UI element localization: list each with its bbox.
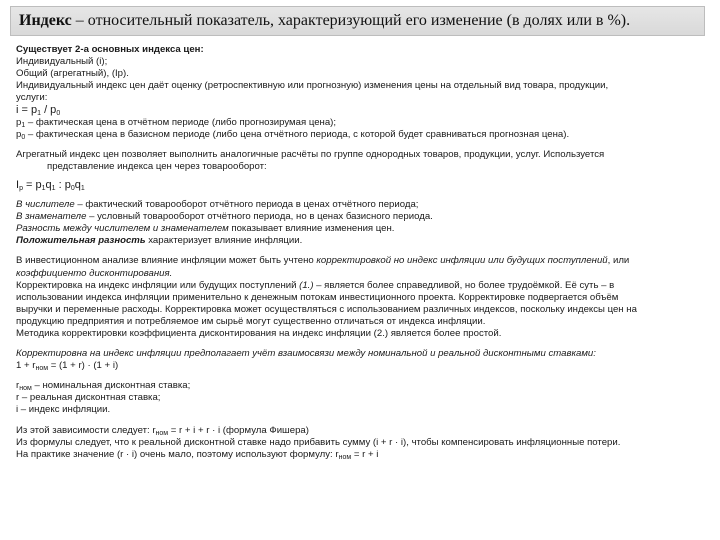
- title-bold: Индекс: [19, 12, 72, 29]
- text-line: Индивидуальный индекс цен даёт оценку (ретроспективную или прогнозную) изменения цены на отдельный вид товара, продукции,: [16, 80, 609, 92]
- text-line: Агрегатный индекс цен позволяет выполнить аналогичные расчёты по группе однородных товаров, продукции, услуг. Используется: [16, 148, 605, 160]
- definition: – фактическая цена в отчётном периоде (либо прогнозирумая цена);: [25, 116, 337, 128]
- definition: показывает влияние изменения цен.: [228, 223, 395, 235]
- definition: – фактический товарооборот отчётного периода в ценах отчётного периода;: [74, 199, 419, 211]
- formula-sub: 1: [37, 110, 42, 118]
- text-line: представление индекса цен через товарооборот:: [47, 160, 267, 172]
- text-part: На практике значение (r · i) очень мало, поэтому используют формулу: r: [16, 448, 339, 460]
- text-line: Из формулы следует, что к реальной дисконтной ставке надо прибавить сумму (i + r · i), чтобы компенсировать инфляционные потери.: [16, 436, 621, 448]
- text-line: i – индекс инфляции.: [16, 404, 111, 416]
- italic-term: В числителе: [16, 199, 75, 211]
- formula-part: q: [45, 178, 52, 191]
- text-line: [16, 199, 706, 211]
- symbol: p: [16, 116, 22, 128]
- italic-term: (1.): [299, 279, 314, 291]
- text-line: [16, 223, 706, 235]
- formula-sub: 0: [70, 184, 75, 192]
- text-line: [16, 380, 706, 392]
- formula-part: 1 + r: [16, 360, 36, 372]
- formula-sub: 1: [80, 184, 85, 192]
- text-line: [16, 211, 706, 223]
- text-line: Общий (агрегатный), (Ip).: [16, 68, 129, 80]
- formula-sub: 0: [56, 110, 61, 118]
- fisher-relation-formula: [16, 360, 706, 372]
- text-part: – является более справедливой, но более трудоёмкой. Её суть – в: [313, 279, 615, 291]
- symbol-sub: ном: [19, 385, 32, 393]
- text-line: Методика корректировки коэффициента дисконтирования на индекс инфляции (2.) является более простой.: [16, 327, 502, 339]
- text-line: использовании индекса инфляции применительно к денежным потокам инвестиционного проекта. Корректировке подвергается объём: [16, 291, 619, 303]
- text-part: Корректировка на индекс инфляции или будущих поступлений: [16, 279, 300, 291]
- title-rest: – относительный показатель, характеризующий его изменение (в долях или в %).: [71, 12, 631, 29]
- definition: – номинальная дисконтная ставка;: [31, 380, 191, 392]
- text-line: [16, 117, 706, 129]
- text-line: услуги:: [16, 92, 48, 104]
- symbol-sub: ном: [338, 453, 352, 461]
- italic-term: корректировкой но индекс инфляции или будущих поступлений: [316, 255, 608, 267]
- text-part: Из этой зависимости следует: r: [16, 424, 156, 436]
- formula-part: i = p: [16, 104, 38, 117]
- formula-part: / p: [41, 104, 57, 117]
- text-line: Корректировна на индекс инфляции предполагает учёт взаимосвязи между номинальной и реальной дисконтными ставками:: [16, 348, 596, 360]
- text-line: [16, 255, 706, 267]
- text-line: Индивидуальный (i);: [16, 56, 108, 68]
- slide-title: [19, 12, 630, 30]
- formula-part: q: [74, 178, 81, 191]
- formula-sub: 1: [51, 184, 56, 192]
- italic-term: Разность между числителем и знаменателем: [16, 223, 229, 235]
- slide-body: [16, 44, 706, 461]
- text-line: коэффициенто дисконтирования.: [16, 267, 173, 279]
- bold-italic-term: Положительная разность: [16, 235, 146, 247]
- definition: – условный товарооборот отчётного периода, но в ценах базисного периода.: [86, 211, 433, 223]
- text-part: = r + i: [351, 448, 379, 460]
- text-part: = r + i + r · i (формула Фишера): [168, 424, 309, 436]
- text-line: [16, 280, 706, 292]
- formula-part: I: [16, 178, 20, 191]
- text-part: , или: [607, 255, 630, 267]
- text-line: [16, 235, 706, 247]
- slide-title-bar: [10, 6, 705, 36]
- formula-sub: 1: [41, 184, 46, 192]
- italic-term: В знаменателе: [16, 211, 87, 223]
- individual-index-formula: [16, 104, 706, 116]
- text-line: [16, 425, 706, 437]
- symbol-sub: ном: [155, 429, 169, 437]
- text-part: В инвестиционном анализе влияние инфляции может быть учтено: [16, 255, 317, 267]
- definition: – фактическая цена в базисном периоде (либо цена отчётного периода, с которой будет сравниваться прогнозная цена).: [25, 128, 570, 140]
- symbol-sub: 0: [21, 133, 26, 141]
- text-line: выручки и переменные расходы. Корректировка может осуществляться с использованием различных индексов, поскольку индексы цен на: [16, 303, 637, 315]
- symbol: r: [16, 380, 20, 392]
- formula-sub: p: [19, 184, 23, 192]
- formula-part: = p: [22, 178, 42, 191]
- formula-part: : p: [55, 178, 71, 191]
- formula-part: = (1 + r) · (1 + i): [48, 360, 119, 372]
- text-line: Существует 2-а основных индекса цен:: [16, 44, 204, 55]
- text-line: продукцию предприятия и потребляемое им сырьё могут существенно отличаться от индекса инфляции.: [16, 315, 486, 327]
- formula-sub: ном: [35, 365, 49, 373]
- text-line: r – реальная дисконтная ставка;: [16, 392, 161, 404]
- aggregate-index-formula: [16, 179, 706, 191]
- text-line: [16, 129, 706, 141]
- definition: характеризует влияние инфляции.: [145, 235, 303, 247]
- symbol-sub: 1: [21, 121, 26, 129]
- symbol: p: [16, 128, 22, 140]
- text-line: [16, 449, 706, 461]
